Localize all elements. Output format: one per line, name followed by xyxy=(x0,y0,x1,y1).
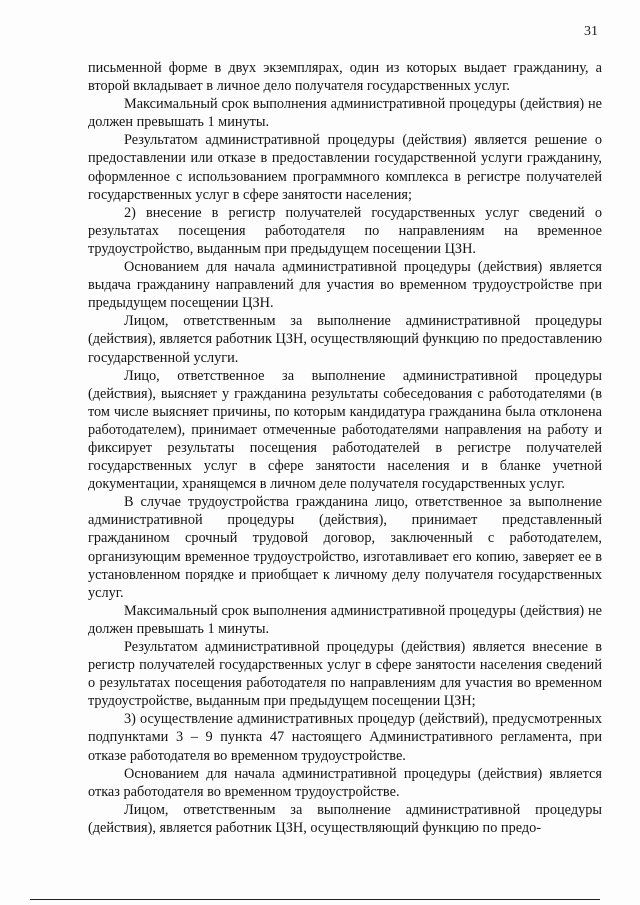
paragraph: Основанием для начала административной процедуры (действия) является выдача гражданину направлений для участия во временном трудоустройстве при предыдущем посещении ЦЗН. xyxy=(88,259,602,312)
paragraph: Лицом, ответственным за выполнение административной процедуры (действия), является работник ЦЗН, осуществляющий функцию по предоставлению государственной услуги. xyxy=(88,313,602,366)
paragraph: В случае трудоустройства гражданина лицо, ответственное за выполнение административной процедуры (действия), принимает представленный гражданином срочный трудовой договор, заключенный с работодателем, организующим временное трудоустройство, изготавливает его копию, заверяет ее в установленном порядке и приобщает к личному делу получателя государственных услуг. xyxy=(88,494,602,601)
paragraph: Максимальный срок выполнения административной процедуры (действия) не должен превышать 1 минуты. xyxy=(88,96,602,131)
paragraph: 2) внесение в регистр получателей государственных услуг сведений о результатах посещения работодателя по направлениям на временное трудоустройство, выданным при предыдущем посещении ЦЗН. xyxy=(88,204,602,257)
paragraph: Основанием для начала административной процедуры (действия) является отказ работодателя во временном трудоустройстве. xyxy=(88,765,602,800)
paragraph: Лицом, ответственным за выполнение административной процедуры (действия), является работник ЦЗН, осуществляющий функцию по предо- xyxy=(88,801,602,836)
paragraph: Максимальный срок выполнения административной процедуры (действия) не должен превышать 1 минуты. xyxy=(88,602,602,637)
paragraph: 3) осуществление административных процедур (действий), предусмотренных подпунктами 3 – 9 пункта 47 настоящего Административного регламента, при отказе работодателя во временном трудоустройстве. xyxy=(88,711,602,764)
paragraph: Результатом административной процедуры (действия) является внесение в регистр получателей государственных услуг в сфере занятости населения сведений о результатах посещения работодателя по направлениям для участия во временном трудоустройстве, выданным при предыдущем посещении ЦЗН; xyxy=(88,639,602,710)
document-body xyxy=(88,59,602,837)
paragraph: Результатом административной процедуры (действия) является решение о предоставлении или отказе в предоставлении государственной услуги гражданину, оформленное с использованием программного комплекса в регистре получателей государственных услуг в сфере занятости населения; xyxy=(88,132,602,203)
paragraph-continuation: письменной форме в двух экземплярах, один из которых выдает гражданину, а второй вкладывает в личное дело получателя государственных услуг. xyxy=(88,60,602,95)
bottom-divider xyxy=(30,899,600,900)
page-number: 31 xyxy=(584,24,598,39)
paragraph: Лицо, ответственное за выполнение административной процедуры (действия), выясняет у гражданина результаты собеседования с работодателями (в том числе выясняет причины, по которым кандидатура гражданина была отклонена работодателем), принимает отмеченные работодателями направления на работу и фиксирует результаты посещения работодателей в регистре получателей государственных услуг в сфере занятости населения и в бланке учетной документации, хранящемся в личном деле получателя государственных услуг. xyxy=(88,367,602,493)
